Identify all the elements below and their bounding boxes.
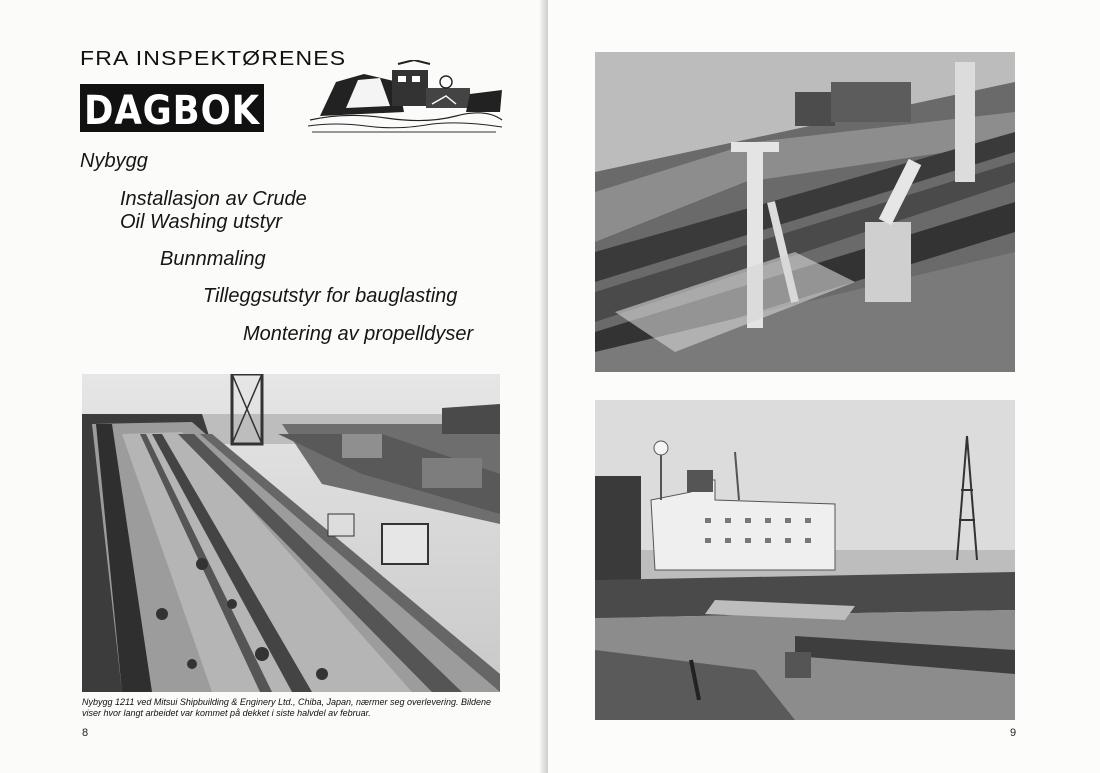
topic-crude-oil-2: Oil Washing utstyr	[120, 211, 282, 233]
page-number-right: 9	[1010, 727, 1017, 739]
topic-bauglasting: Tilleggsutstyr for bauglasting	[203, 285, 458, 307]
left-page	[0, 0, 546, 773]
photo-caption: Nybygg 1211 ved Mitsui Shipbuilding & Enginery Ltd., Chiba, Japan, nærmer seg overlevering. Bildene viser hvor langt arbeidet var kommet på dekket i siste halvdel av februar.	[82, 697, 492, 718]
ship-illustration	[306, 60, 504, 134]
photo-accommodation-block	[595, 400, 1015, 720]
topic-propelldyser: Montering av propelldyser	[243, 323, 474, 345]
masthead-dagbok	[80, 84, 264, 132]
topic-crude-oil-1: Installasjon av Crude	[120, 188, 307, 210]
right-page	[548, 0, 1100, 773]
section-kicker: FRA INSPEKTØRENES	[80, 48, 347, 70]
photo-tanker-deck-overview	[82, 374, 500, 692]
masthead-title: DAGBOK	[84, 88, 261, 132]
topic-nybygg: Nybygg	[80, 150, 148, 172]
photo-deck-pipework-crane	[595, 52, 1015, 372]
page-number-left: 8	[82, 727, 89, 739]
topic-bunnmaling: Bunnmaling	[160, 248, 266, 270]
